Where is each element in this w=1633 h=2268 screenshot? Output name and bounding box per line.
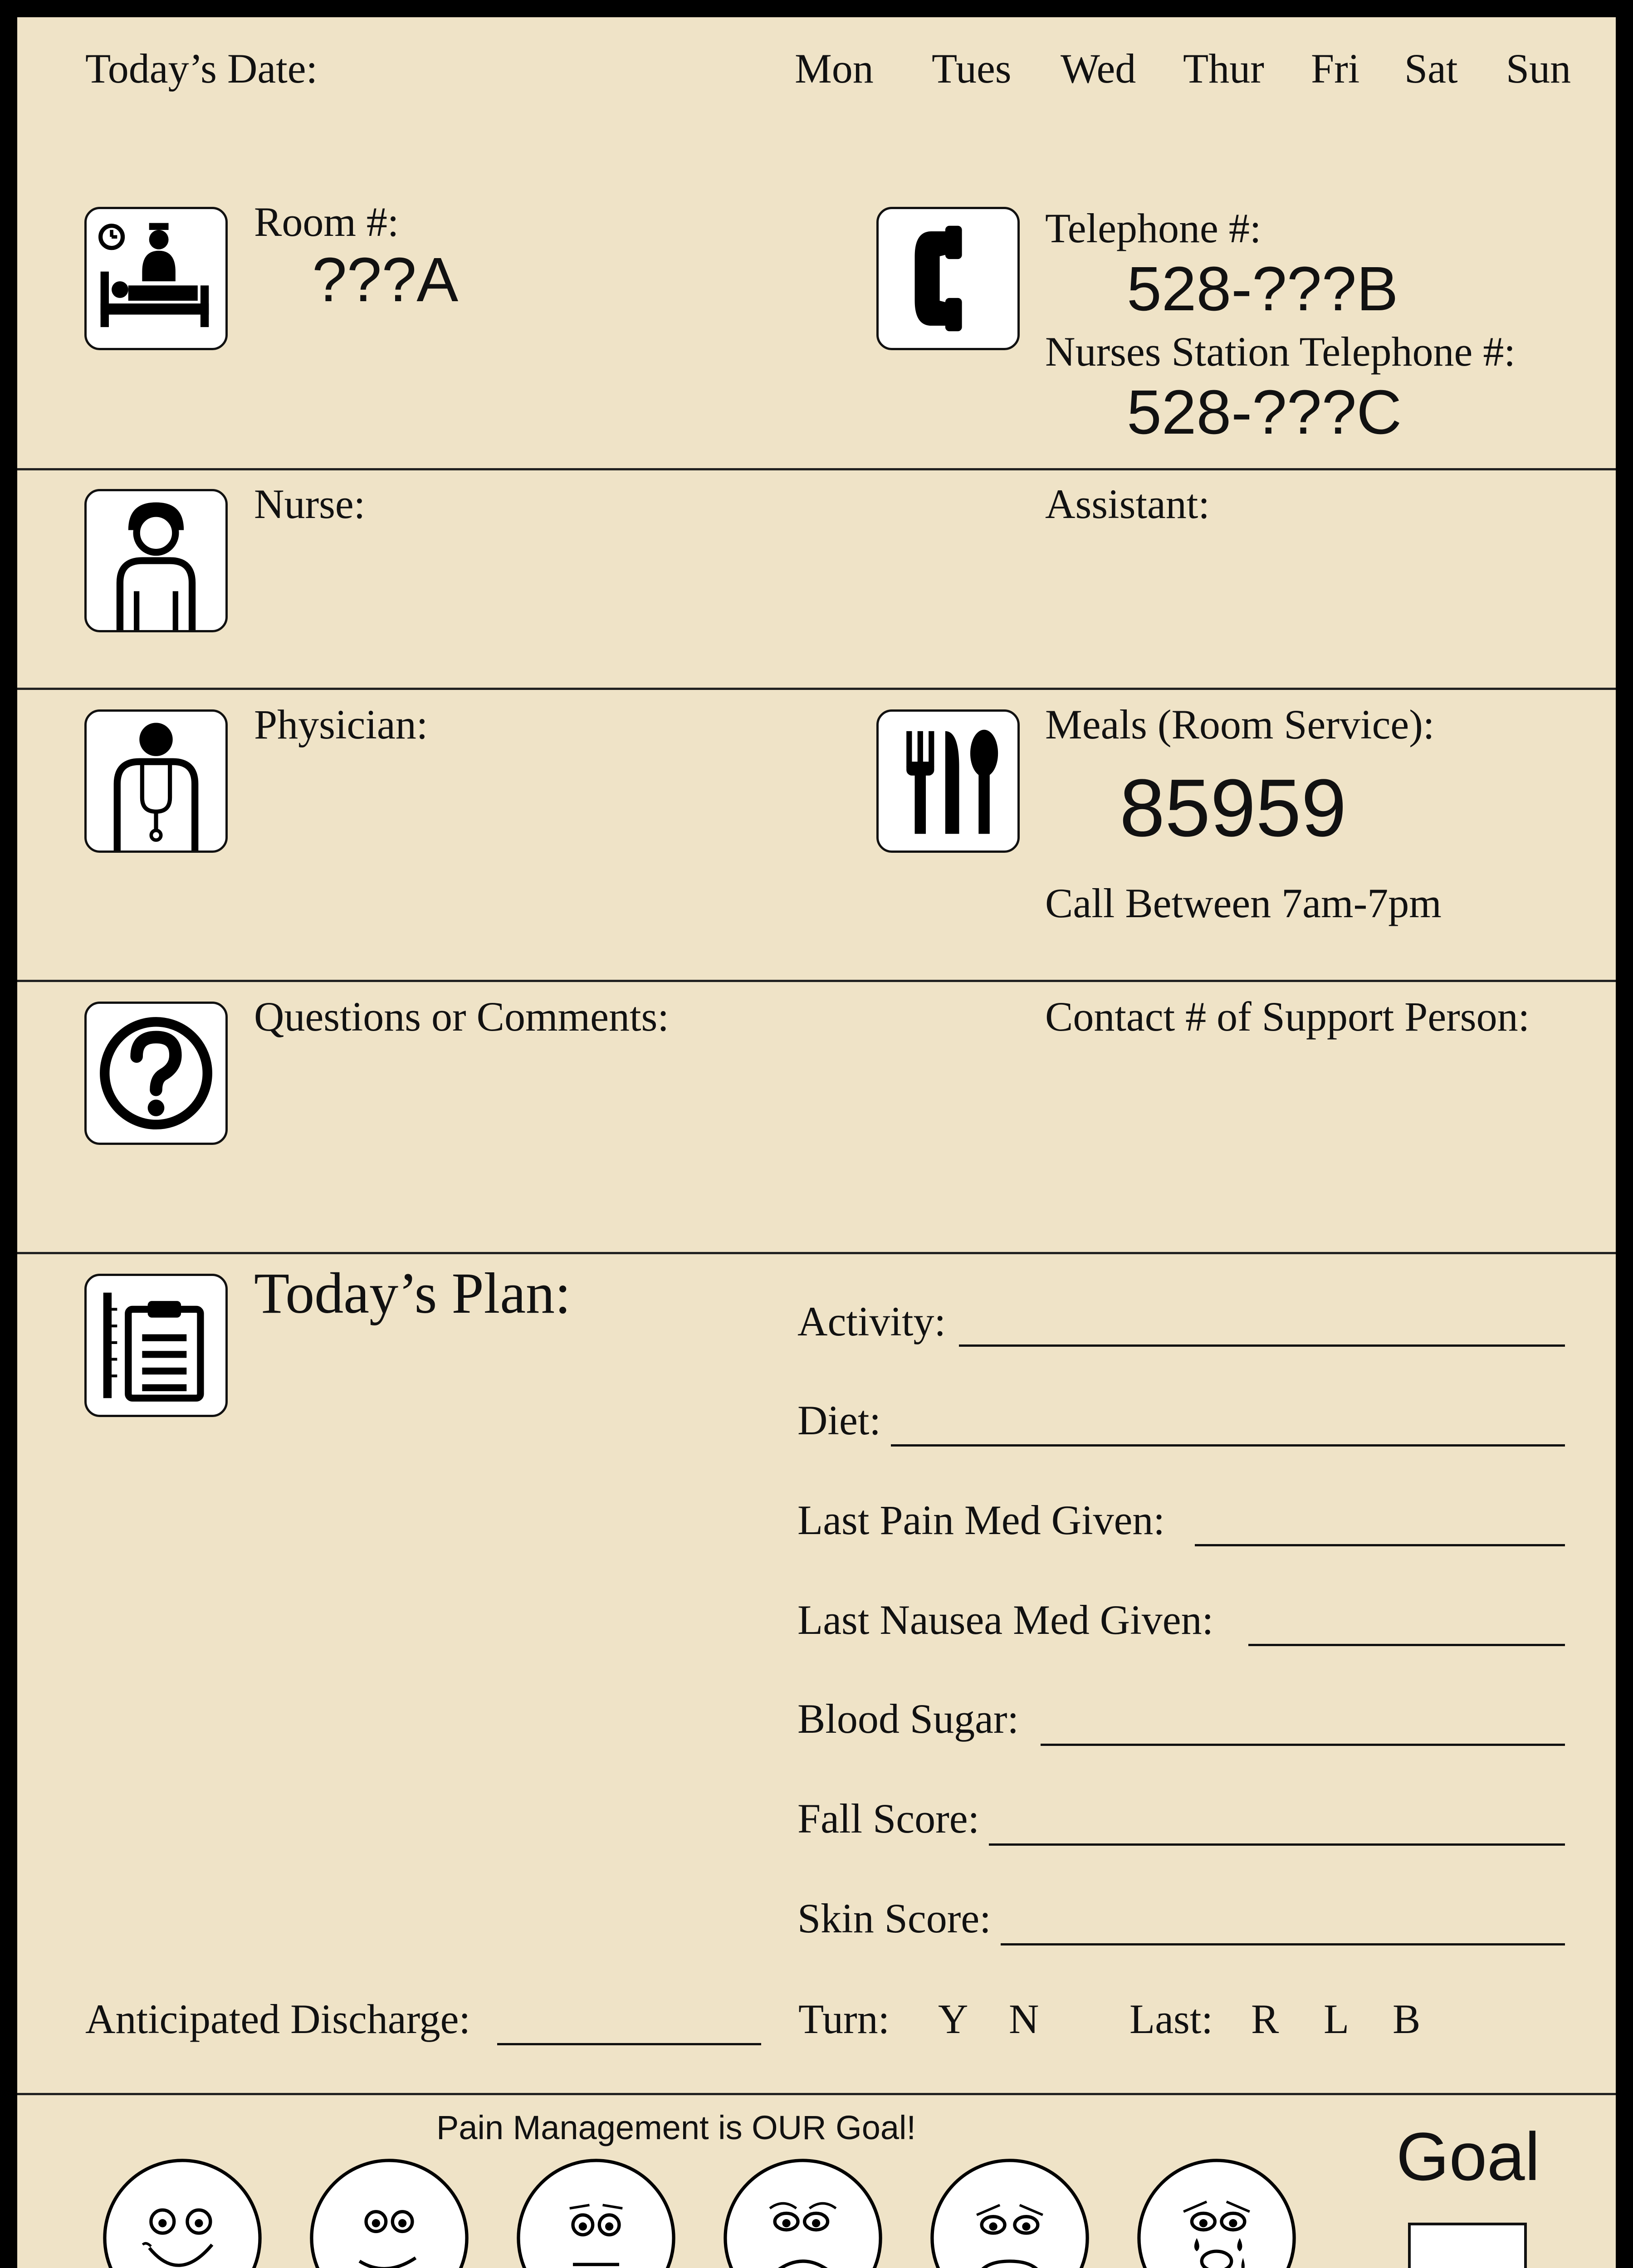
divider <box>17 2093 1616 2095</box>
last-option-b[interactable]: B <box>1393 1996 1421 2042</box>
telephone-icon <box>876 207 1020 350</box>
nurse-icon <box>84 489 228 632</box>
physician-label: Physician: <box>254 701 428 748</box>
todays-date-label: Today’s Date: <box>85 45 318 92</box>
telephone-label: Telephone #: <box>1045 205 1261 251</box>
room-number: ???A <box>312 245 459 315</box>
turn-option-n[interactable]: N <box>1009 1996 1039 2042</box>
activity-label: Activity: <box>797 1298 946 1344</box>
day-sat[interactable]: Sat <box>1404 45 1458 92</box>
telephone-number: 528-???B <box>1127 254 1398 324</box>
room-label: Room #: <box>254 199 399 245</box>
nurses-station-number: 528-???C <box>1127 377 1402 447</box>
divider <box>17 1252 1616 1254</box>
skin-score-field[interactable] <box>1001 1943 1565 1945</box>
room-service-number: 85959 <box>1120 763 1347 854</box>
utensils-icon <box>876 709 1020 853</box>
day-wed[interactable]: Wed <box>1061 45 1136 92</box>
day-thur[interactable]: Thur <box>1183 45 1264 92</box>
pain-face-0[interactable] <box>100 2156 265 2268</box>
goal-label: Goal <box>1396 2118 1540 2195</box>
divider <box>17 980 1616 982</box>
assistant-label: Assistant: <box>1045 481 1210 527</box>
pain-face-4[interactable] <box>513 2156 679 2268</box>
nurse-label: Nurse: <box>254 481 366 527</box>
skin-score-label: Skin Score: <box>797 1895 991 1941</box>
divider <box>17 688 1616 690</box>
last-pain-med-label: Last Pain Med Given: <box>797 1497 1165 1543</box>
day-fri[interactable]: Fri <box>1311 45 1360 92</box>
diet-label: Diet: <box>797 1397 881 1443</box>
last-nausea-med-label: Last Nausea Med Given: <box>797 1597 1214 1643</box>
todays-plan-title: Today’s Plan: <box>254 1261 571 1325</box>
pain-management-title: Pain Management is OUR Goal! <box>436 2109 916 2146</box>
anticipated-discharge-field[interactable] <box>497 2043 761 2045</box>
pain-face-2[interactable] <box>307 2156 472 2268</box>
day-tues[interactable]: Tues <box>932 45 1012 92</box>
fall-score-field[interactable] <box>989 1843 1565 1846</box>
questions-label: Questions or Comments: <box>254 993 669 1040</box>
day-mon[interactable]: Mon <box>795 45 874 92</box>
last-option-r[interactable]: R <box>1251 1996 1279 2042</box>
last-position-label: Last: <box>1129 1996 1213 2042</box>
nurses-station-label: Nurses Station Telephone #: <box>1045 328 1516 375</box>
blood-sugar-field[interactable] <box>1041 1744 1565 1746</box>
goal-box[interactable] <box>1408 2223 1527 2268</box>
physician-icon <box>84 709 228 853</box>
turn-label: Turn: <box>798 1996 890 2042</box>
last-option-l[interactable]: L <box>1324 1996 1349 2042</box>
support-contact-label: Contact # of Support Person: <box>1045 993 1530 1040</box>
diet-field[interactable] <box>891 1444 1565 1447</box>
last-pain-med-field[interactable] <box>1195 1544 1565 1546</box>
turn-option-y[interactable]: Y <box>938 1996 968 2042</box>
pain-face-10[interactable] <box>1134 2156 1299 2268</box>
question-mark-icon <box>84 1002 228 1145</box>
divider <box>17 468 1616 470</box>
meals-hours: Call Between 7am-7pm <box>1045 880 1442 926</box>
last-nausea-med-field[interactable] <box>1248 1644 1565 1646</box>
pain-face-8[interactable] <box>927 2156 1092 2268</box>
day-sun[interactable]: Sun <box>1506 45 1571 92</box>
clipboard-icon <box>84 1274 228 1417</box>
pain-face-6[interactable] <box>720 2156 885 2268</box>
anticipated-discharge-label: Anticipated Discharge: <box>85 1996 471 2042</box>
hospital-bed-icon <box>84 207 228 350</box>
meals-label: Meals (Room Service): <box>1045 701 1435 748</box>
blood-sugar-label: Blood Sugar: <box>797 1696 1019 1742</box>
fall-score-label: Fall Score: <box>797 1795 980 1842</box>
whiteboard <box>17 17 1616 2268</box>
activity-field[interactable] <box>959 1344 1565 1347</box>
